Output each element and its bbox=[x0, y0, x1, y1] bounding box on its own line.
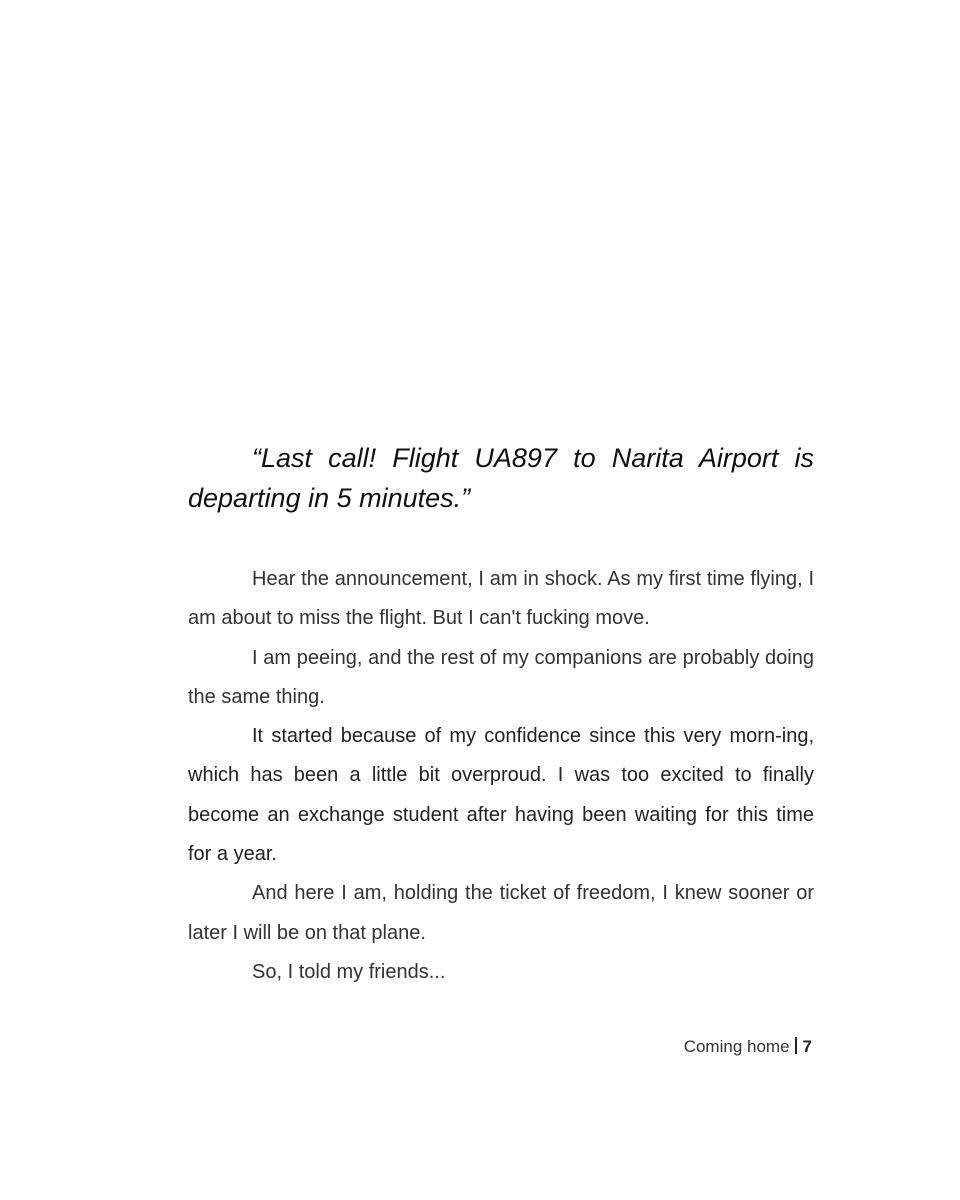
paragraph: I am peeing, and the rest of my companions are probably doing the same thing. bbox=[188, 646, 814, 708]
narrative-text bbox=[188, 560, 814, 992]
paragraph: It started because of my confidence since this very morn-ing, which has been a little bit overproud. I was too excited to finally become an exchange student after having been waiting for this time for a year. bbox=[188, 725, 814, 866]
page-number: 7 bbox=[802, 1037, 812, 1056]
folio-divider bbox=[795, 1037, 797, 1054]
page-body bbox=[188, 438, 814, 992]
page-footer bbox=[684, 1035, 812, 1059]
announcement-quote: “Last call! Flight UA897 to Narita Airport is departing in 5 minutes.” bbox=[188, 443, 814, 513]
paragraph: Hear the announcement, I am in shock. As my first time flying, I am about to miss the flight. But I can't fucking move. bbox=[188, 568, 814, 630]
paragraph: So, I told my friends... bbox=[252, 960, 446, 983]
running-title: Coming home bbox=[683, 1037, 790, 1056]
paragraph: And here I am, holding the ticket of freedom, I knew sooner or later I will be on that plane. bbox=[188, 882, 814, 944]
